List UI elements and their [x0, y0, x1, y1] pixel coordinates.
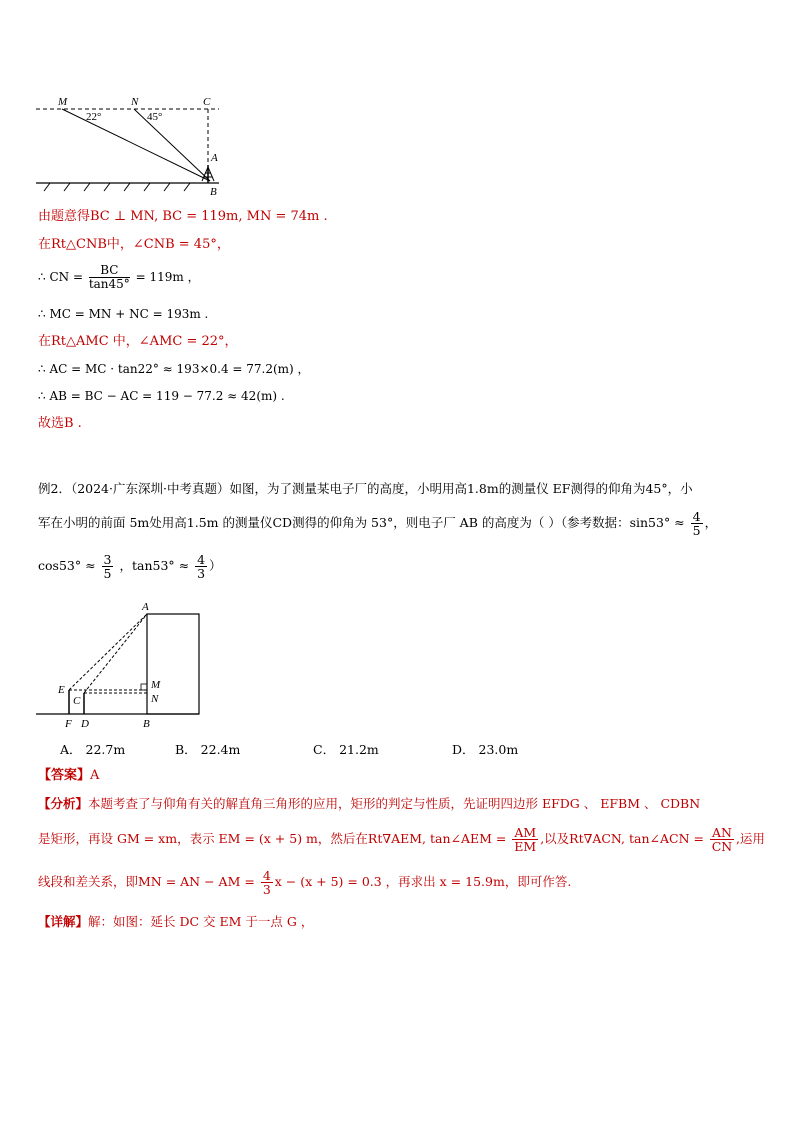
label-d: D — [81, 718, 89, 730]
solution1-line5: 在Rt△AMC 中，∠AMC = 22°， — [38, 334, 238, 349]
fraction-bc-tan45: $\frac{BC}{\tan 45^\circ}$ — [88, 263, 130, 291]
example2-line2: 军在小明的前面 5m处用高1.5m 的测量仪CD测得的仰角为 53°，则电子厂 AB 的高度为（ ）（参考数据：sin53° ≈ $\frac{4}{5}$ ， — [38, 509, 718, 538]
solution1-line7: ∴ AB = BC − AC = 119 − 77.2 ≈ 42(m) . — [38, 389, 285, 403]
sight-line-m — [62, 109, 210, 181]
label-f: F — [65, 718, 72, 730]
label-n: N — [131, 96, 139, 108]
answer-value: A — [90, 768, 100, 783]
label-b: B — [210, 186, 217, 197]
figure-1-diagram — [34, 95, 234, 197]
analysis-line3: 线段和差关系，即MN = AN − AM = $\frac{4}{3}$ x − (x + 5) = 0.3 ，再求出 x = 15.9m，即可作答. — [38, 868, 572, 897]
fraction-tan53: $\frac{4}{3}$ — [197, 552, 206, 581]
example2-line2-text: 军在小明的前面 5m处用高1.5m 的测量仪CD测得的仰角为 53°，则电子厂 AB 的高度为（ ）（参考数据：sin53° ≈ — [38, 515, 685, 530]
figure-2-diagram — [34, 596, 206, 732]
option-d[interactable]: D． 23.0m — [452, 742, 519, 757]
fraction-an-cn: $\frac{AN}{CN}$ — [711, 825, 733, 854]
sight-ea — [69, 614, 147, 690]
angle-22: 22° — [86, 111, 102, 123]
analysis-line1: 【分析】本题考查了与仰角有关的解直角三角形的应用，矩形的判定与性质，先证明四边形 EFDG 、 EFBM 、 CDBN — [38, 796, 701, 811]
label-m: M — [58, 96, 68, 108]
fraction-am-em: $\frac{AM}{EM}$ — [514, 825, 537, 854]
solution1-line2: 在Rt△CNB中，∠CNB = 45°， — [38, 237, 230, 252]
label-n: N — [151, 693, 159, 705]
right-angle-m — [141, 684, 147, 690]
fraction-cos53: $\frac{3}{5}$ — [103, 552, 112, 581]
label-b: B — [143, 718, 150, 730]
fraction-sin53: $\frac{4}{5}$ — [692, 509, 701, 538]
analysis-tag: 【分析】 — [38, 796, 89, 811]
detail-tag: 【详解】 — [38, 914, 89, 929]
solution1-line8: 故选B . — [38, 416, 82, 431]
detail-line: 【详解】解：如图：延长 DC 交 EM 于一点 G ， — [38, 914, 314, 929]
cn-suffix: = 119m ， — [135, 270, 200, 284]
option-c[interactable]: C． 21.2m — [313, 742, 379, 757]
example2-line1: 例2．（2024·广东深圳·中考真题）如图，为了测量某电子厂的高度，小明用高1.8m的测量仪 EF测得的仰角为45°，小 — [38, 481, 693, 496]
answer-tag: 【答案】 — [38, 768, 91, 783]
label-a: A — [142, 601, 149, 613]
label-m: M — [151, 679, 161, 691]
analysis-line2: 是矩形，再设 GM = xm，表示 EM = (x + 5) m，然后在Rt∇AEM, tan∠AEM = $\frac{AM}{EM}$ ,以及Rt∇ACN, tan∠ACN = $\frac{AN}{CN}$ ,运用 — [38, 825, 765, 854]
example2-line3: cos53° ≈ $\frac{3}{5}$ ，tan53° ≈ $\frac{4}{3}$ ） — [38, 552, 222, 581]
label-e: E — [58, 684, 65, 696]
fraction-4-3: $\frac{4}{3}$ — [262, 868, 271, 897]
sight-ca — [84, 614, 147, 693]
label-c: C — [73, 695, 81, 707]
ground-hatch — [44, 183, 190, 191]
solution1-line3 — [38, 264, 200, 291]
answer-line — [38, 767, 99, 785]
sight-line-n — [134, 109, 210, 181]
label-a: A — [211, 152, 218, 164]
cn-prefix: ∴ CN = — [38, 270, 83, 284]
solution1-line1: 由题意得BC ⊥ MN, BC = 119m, MN = 74m . — [38, 209, 328, 224]
solution1-line6: ∴ AC = MC · tan22° ≈ 193×0.4 = 77.2(m) ， — [38, 362, 310, 376]
option-b[interactable]: B． 22.4m — [175, 742, 241, 757]
option-a[interactable]: A． 22.7m — [60, 742, 126, 757]
angle-45: 45° — [147, 111, 163, 123]
solution1-line4: ∴ MC = MN + NC = 193m . — [38, 307, 209, 321]
label-c: C — [203, 96, 211, 108]
